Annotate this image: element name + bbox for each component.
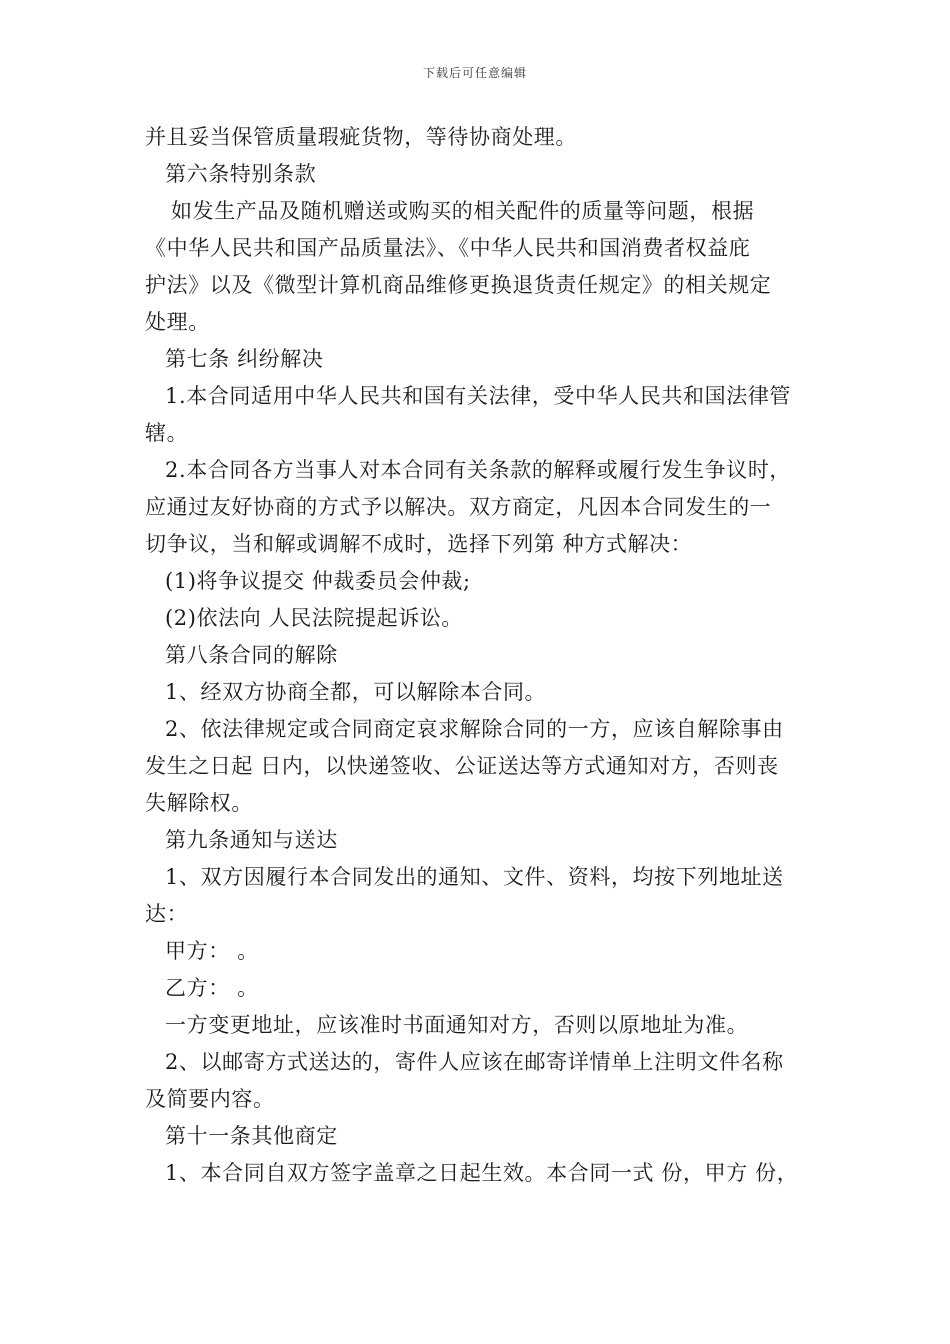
paragraph-line: 发生之日起 日内，以快递签收、公证送达等方式通知对方，否则丧: [145, 754, 779, 778]
paragraph-line: 第七条 纠纷解决: [165, 347, 324, 371]
paragraph-line: 辖。: [145, 421, 189, 445]
paragraph-line: 《中华人民共和国产品质量法》、《中华人民共和国消费者权益庇: [145, 236, 751, 260]
paragraph-line: 第十一条其他商定: [165, 1124, 338, 1148]
paragraph-line: 1、本合同自双方签字盖章之日起生效。本合同一式 份，甲方 份，: [165, 1161, 799, 1185]
paragraph-line: 如发生产品及随机赠送或购买的相关配件的质量等问题，根据: [171, 199, 755, 223]
paragraph-line: 及简要内容。: [145, 1087, 275, 1111]
paragraph-line: 应通过友好协商的方式予以解决。双方商定，凡因本合同发生的一: [145, 495, 772, 519]
paragraph-line: 2.本合同各方当事人对本合同有关条款的解释或履行发生争议时，: [165, 458, 792, 482]
paragraph-line: 第六条特别条款: [165, 162, 317, 186]
paragraph-line: 1.本合同适用中华人民共和国有关法律，受中华人民共和国法律管: [165, 384, 792, 408]
document-body: [145, 119, 815, 1192]
paragraph-line: 失解除权。: [145, 791, 253, 815]
paragraph-line: 2、依法律规定或合同商定哀求解除合同的一方，应该自解除事由: [165, 717, 784, 741]
paragraph-line: 2、以邮寄方式送达的，寄件人应该在邮寄详情单上注明文件名称: [165, 1050, 784, 1074]
header-note: 下载后可任意编辑: [422, 66, 527, 80]
paragraph-line: 达：: [145, 902, 189, 926]
paragraph-line: 处理。: [145, 310, 210, 334]
paragraph-line: 第九条通知与送达: [165, 828, 338, 852]
paragraph-line: 甲方： 。: [165, 939, 259, 963]
paragraph-line: 护法》以及《微型计算机商品维修更换退货责任规定》的相关规定: [145, 273, 772, 297]
paragraph-line: 乙方： 。: [165, 976, 259, 1000]
paragraph-line: (2)依法向 人民法院提起诉讼。: [165, 606, 464, 630]
paragraph-line: 一方变更地址，应该准时书面通知对方，否则以原地址为准。: [165, 1013, 749, 1037]
paragraph-line: 第八条合同的解除: [165, 643, 338, 667]
paragraph-line: 切争议，当和解或调解不成时，选择下列第 种方式解决：: [145, 532, 693, 556]
paragraph-line: (1)将争议提交 仲裁委员会仲裁;: [165, 569, 471, 593]
paragraph-line: 并且妥当保管质量瑕疵货物，等待协商处理。: [145, 125, 577, 149]
paragraph-line: 1、经双方协商全都，可以解除本合同。: [165, 680, 547, 704]
paragraph-line: 1、双方因履行本合同发出的通知、文件、资料，均按下列地址送: [165, 865, 784, 889]
